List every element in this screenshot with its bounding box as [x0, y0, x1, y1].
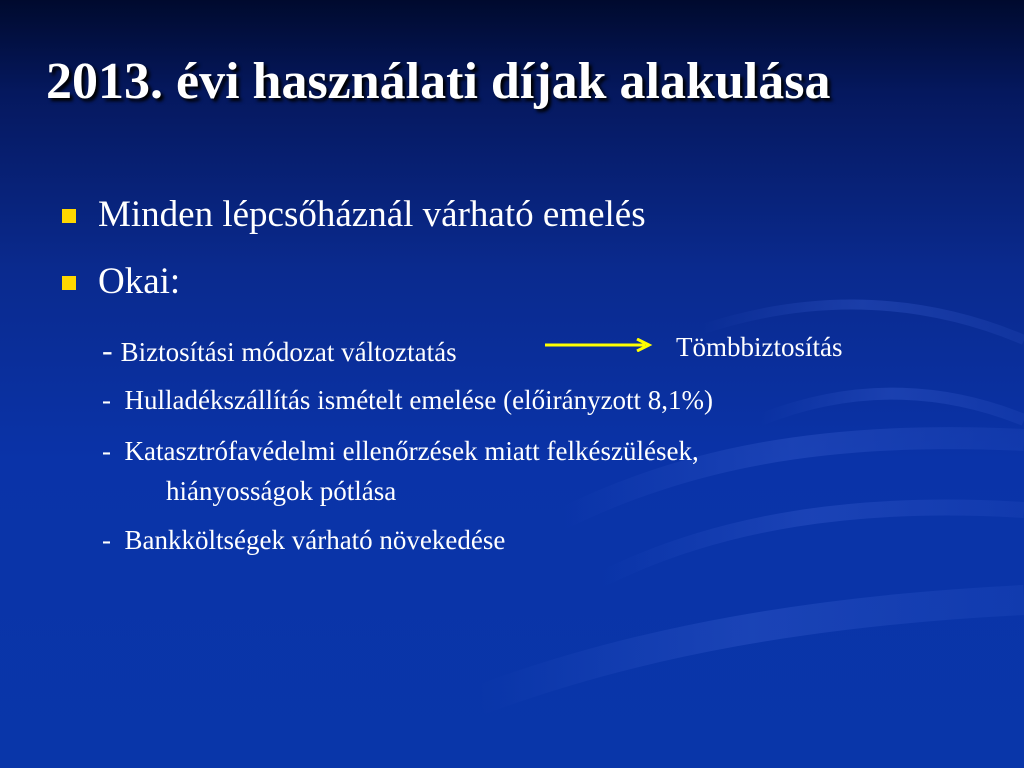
reason-text: Hulladékszállítás ismételt emelése (előirányzott 8,1%)	[124, 385, 714, 415]
reason-item-3	[102, 436, 699, 467]
bullet-item-2	[62, 260, 180, 303]
reason-text: Katasztrófavédelmi ellenőrzések miatt felkészülések,	[124, 436, 699, 466]
reason-item-4	[102, 525, 505, 556]
arrow-target-text: Tömbbiztosítás	[676, 332, 843, 362]
dash-marker: -	[102, 332, 121, 368]
reason-item-2	[102, 385, 713, 416]
slide-title: 2013. évi használati díjak alakulása	[46, 53, 831, 110]
bullet-square-icon	[62, 209, 76, 223]
dash-marker: -	[102, 385, 125, 415]
bullet-item-1	[62, 193, 646, 236]
right-arrow-icon	[545, 338, 655, 352]
dash-marker: -	[102, 436, 125, 466]
bullet-text: Okai:	[98, 261, 181, 302]
reason-text: Bankköltségek várható növekedése	[124, 525, 506, 555]
bullet-square-icon	[62, 276, 76, 290]
reason-text: Biztosítási módozat változtatás	[120, 337, 457, 367]
reason-item-1	[102, 332, 457, 369]
bullet-text: Minden lépcsőháznál várható emelés	[98, 194, 646, 235]
reason-item-3-continuation: hiányosságok pótlása	[166, 476, 397, 506]
dash-marker: -	[102, 525, 125, 555]
